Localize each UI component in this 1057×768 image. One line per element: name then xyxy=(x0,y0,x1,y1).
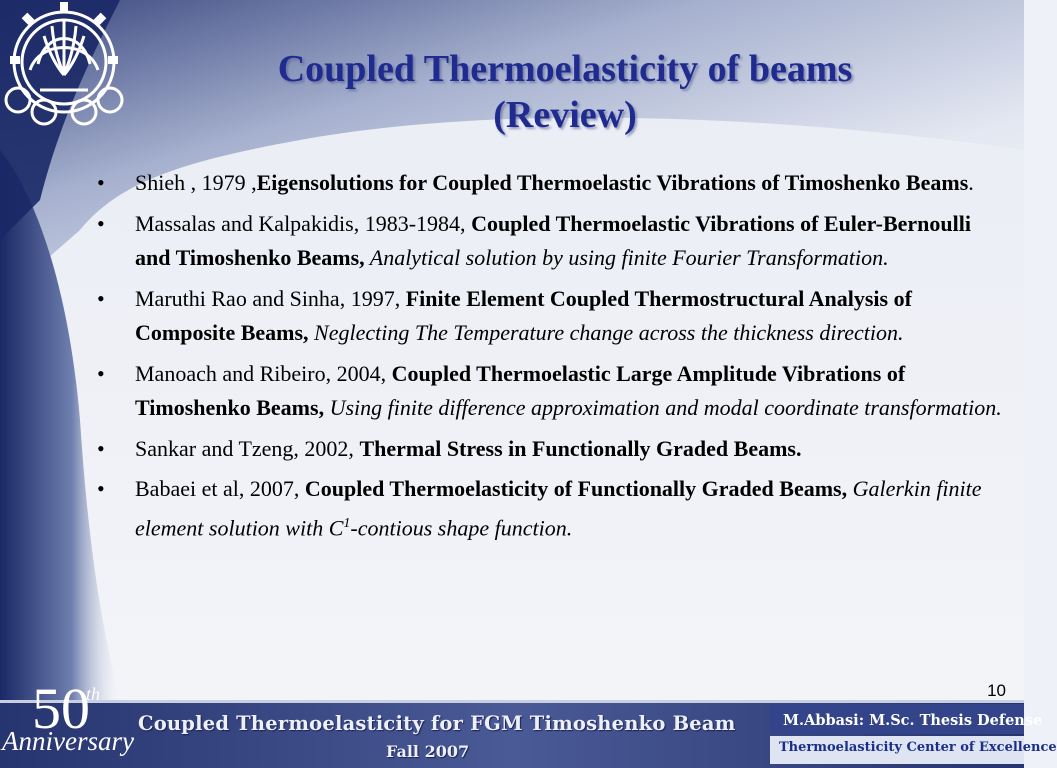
list-item xyxy=(97,472,1002,545)
reference-note: Analytical solution by using finite Fourier Transformation. xyxy=(364,245,889,270)
reference-author: Babaei et al, 2007, xyxy=(135,476,305,501)
anniversary-number: 50 xyxy=(32,676,90,741)
bullet-icon: • xyxy=(97,170,105,195)
reference-title: Coupled Thermoelastic Vibrations of Euler-Bernoulli and Timoshenko Beams, xyxy=(135,210,971,270)
slide-title xyxy=(170,46,960,138)
reference-note-end: -contious shape function. xyxy=(350,514,573,540)
reference-title: Thermal Stress in Functionally Graded Beams. xyxy=(359,435,802,461)
reference-author: Sankar and Tzeng, 2002, xyxy=(135,435,360,461)
reference-author: Shieh , 1979 , xyxy=(135,170,257,195)
reference-author: Massalas and Kalpakidis, 1983-1984, xyxy=(135,210,472,236)
anniversary-suffix: th xyxy=(86,684,101,704)
reference-note: Using finite difference approximation and modal coordinate transformation. xyxy=(324,395,1002,420)
reference-title: Coupled Thermoelasticity of Functionally Graded Beams, xyxy=(304,476,848,501)
reference-note-superscript: 1 xyxy=(343,515,351,531)
list-item xyxy=(97,357,1002,426)
anniversary-word: Anniversary xyxy=(2,726,134,756)
bullet-icon: • xyxy=(97,285,105,311)
reference-author: Maruthi Rao and Sinha, 1997, xyxy=(135,285,406,311)
reference-author: Manoach and Ribeiro, 2004, xyxy=(135,360,392,386)
reference-title: Finite Element Coupled Thermostructural Analysis of Composite Beams, xyxy=(135,285,912,345)
title-line-1: Coupled Thermoelasticity of beams xyxy=(277,48,853,90)
footer-date: Fall 2007 xyxy=(386,742,470,761)
reference-note: Neglecting The Temperature change across the thickness direction. xyxy=(308,320,904,345)
list-item xyxy=(97,282,1002,351)
list-item xyxy=(97,432,1002,467)
page-number: 10 xyxy=(987,681,1006,700)
university-logo-icon xyxy=(0,0,135,145)
reference-note: Galerkin finite element solution with C xyxy=(135,476,982,540)
list-item xyxy=(97,207,1002,276)
list-item xyxy=(97,166,1002,201)
footer-center-name: Thermoelasticity Center of Excellence xyxy=(779,740,1057,755)
title-line-2: (Review) xyxy=(493,94,637,136)
bullet-icon: • xyxy=(97,476,105,501)
reference-list xyxy=(97,166,1002,551)
footer-thesis-title: Coupled Thermoelasticity for FGM Timoshenko Beam xyxy=(138,712,736,735)
footer-author: M.Abbasi: M.Sc. Thesis Defense xyxy=(783,712,1043,729)
bullet-icon: • xyxy=(97,360,105,386)
reference-tail: . xyxy=(968,170,974,195)
bullet-icon: • xyxy=(97,210,105,236)
reference-title: Eigensolutions for Coupled Thermoelastic Vibrations of Timoshenko Beams xyxy=(256,170,969,195)
bullet-icon: • xyxy=(97,435,105,461)
reference-title: Coupled Thermoelastic Large Amplitude Vibrations of Timoshenko Beams, xyxy=(135,360,906,420)
